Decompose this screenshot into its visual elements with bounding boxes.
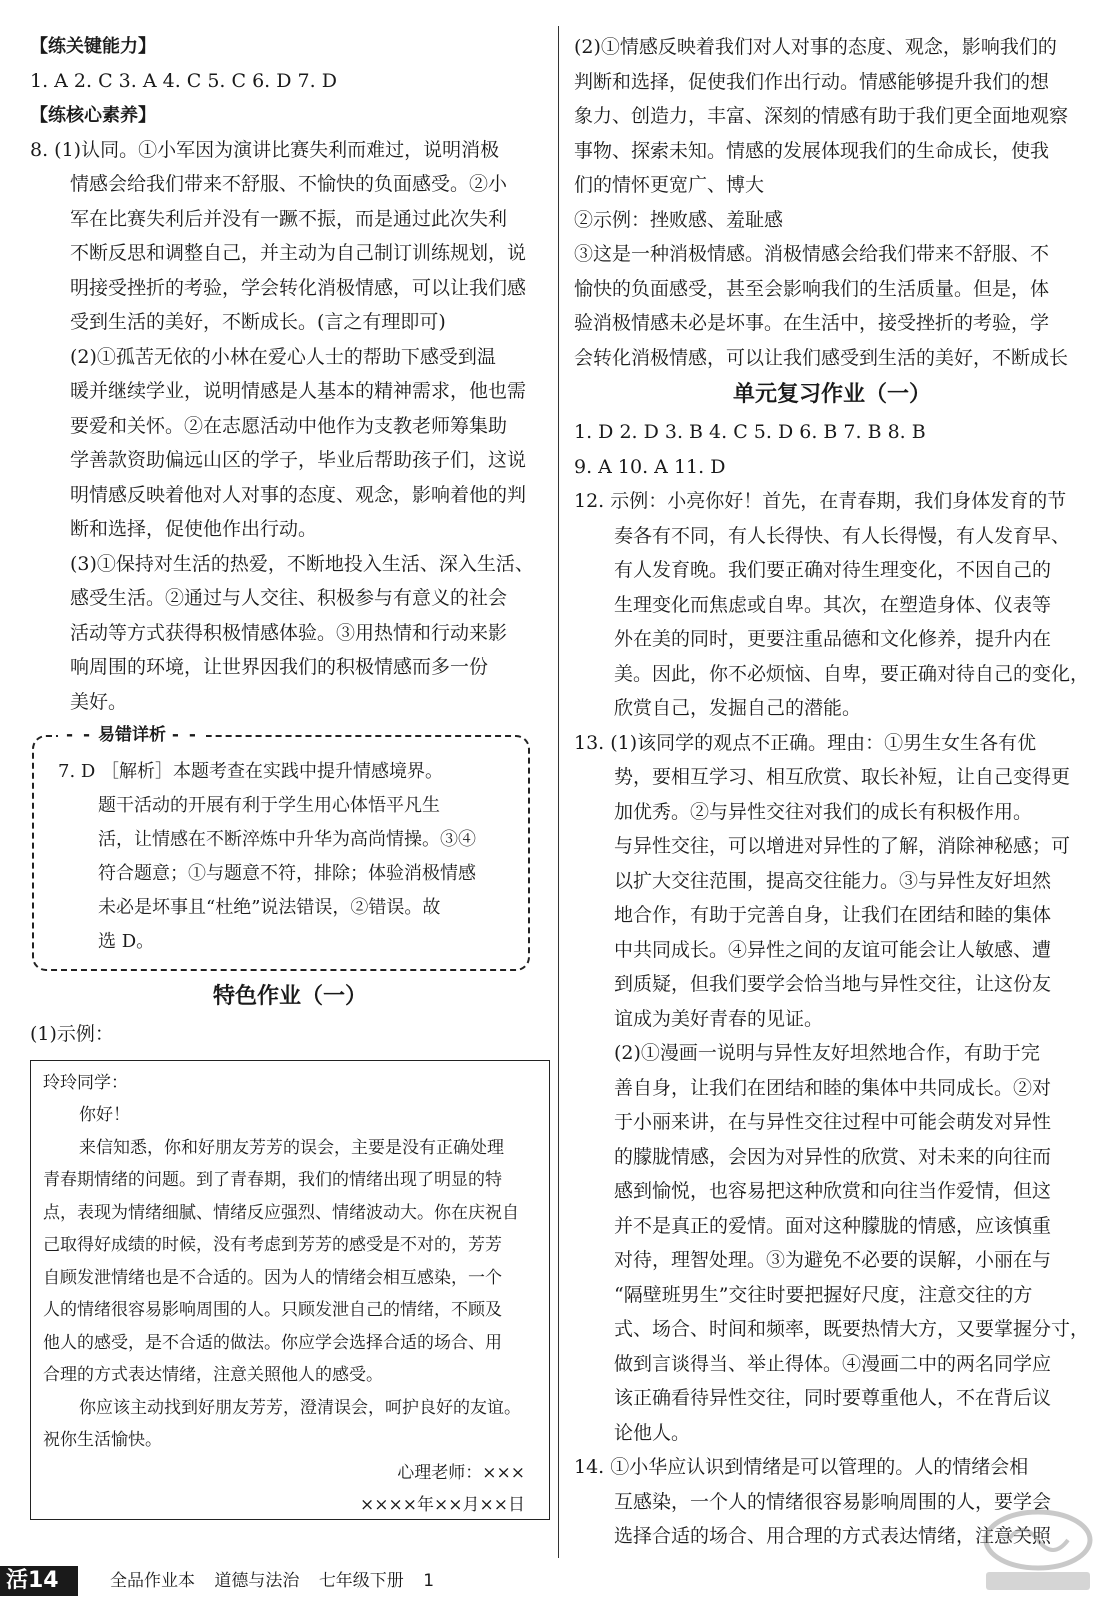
text-line: 做到言谈得当、举止得体。④漫画二中的两名同学应: [614, 1352, 1052, 1375]
text-line: 的朦胧情感，会因为对异性的欣赏、对未来的向往而: [614, 1145, 1052, 1168]
unit-answers-row-1: 1. D 2. D 3. B 4. C 5. D 6. B 7. B 8. B: [574, 421, 926, 443]
error-analysis-label: 易错详析: [97, 725, 166, 745]
page-footer: [0, 1562, 1116, 1600]
text-line: 14. ①小华应认识到情绪是可以管理的。人的情绪会相: [574, 1456, 1029, 1478]
text-line: 加优秀。②与异性交往对我们的成长有积极作用。: [614, 800, 1033, 823]
text-line: 学善款资助偏远山区的学子，毕业后帮助孩子们，这说: [70, 449, 527, 471]
book-info: [110, 1566, 448, 1596]
text-line: 选择合适的场合、用合理的方式表达情绪，注意关照: [614, 1525, 1052, 1547]
left-column: [30, 30, 550, 1520]
letter-greeting: 玲玲同学：: [43, 1072, 128, 1093]
text-line: 势，要相互学习、相互欣赏、取长补短，让自己变得更: [614, 766, 1071, 788]
text-line: 感到愉悦，也容易把这种欣赏和向往当作爱情，但这: [614, 1180, 1052, 1202]
right-column: [574, 30, 1090, 1554]
text-line: 青春期情绪的问题。到了青春期，我们的情绪出现了明显的特: [43, 1170, 502, 1190]
text-line: ③这是一种消极情感。消极情感会给我们带来不舒服、不: [574, 243, 1050, 265]
text-line: 题干活动的开展有利于学生用心体悟平凡生: [98, 795, 440, 816]
text-line: 到质疑，但我们要学会恰当地与异性交往，让这份友: [614, 973, 1052, 995]
text-line: 事物、探索未知。情感的发展体现我们的生命成长，使我: [574, 139, 1050, 162]
watermark-logo-icon: [968, 1500, 1108, 1596]
text-line: 并不是真正的爱情。面对这种朦胧的情感，应该慎重: [614, 1214, 1052, 1237]
unit-answers-row-2: 9. A 10. A 11. D: [574, 455, 726, 478]
text-line: 判断和选择，促使我们作出行动。情感能够提升我们的想: [574, 70, 1050, 93]
q8-answer: [30, 133, 550, 720]
text-line: 断和选择，促使他作出行动。: [70, 518, 318, 540]
text-line: 12. 示例：小亮你好！首先，在青春期，我们身体发育的节: [574, 490, 1067, 512]
error-analysis-title: [58, 723, 206, 747]
text-line: 自顾发泄情绪也是不合适的。因为人的情绪会相互感染，一个: [43, 1267, 502, 1288]
text-line: 地合作，有助于完善自身，让我们在团结和睦的集体: [614, 904, 1052, 926]
dash-decoration: - -: [171, 725, 198, 745]
text-line: 论他人。: [614, 1421, 691, 1444]
text-line: 以扩大交往范围，提高交往能力。③与异性友好坦然: [614, 869, 1052, 892]
text-line: 会转化消极情感，可以让我们感受到生活的美好，不断成长: [574, 346, 1069, 369]
q8-continued: [574, 30, 1090, 375]
text-line: “隔壁班男生”交往时要把握好尺度，注意交往的方: [614, 1283, 1033, 1306]
subject-name: 道德与法治: [214, 1571, 300, 1591]
letter-hello: 你好！: [79, 1105, 130, 1125]
text-line: 选 D。: [98, 931, 155, 952]
text-line: 情感会给我们带来不舒服、不愉快的负面感受。②小: [70, 173, 508, 195]
text-line: (2)①情感反映着我们对人对事的态度、观念，影响我们的: [574, 36, 1057, 58]
q12-answer: [574, 484, 1090, 726]
text-line: 受到生活的美好，不断成长。(言之有理即可): [70, 311, 446, 333]
text-line: 美。因此，你不必烦恼、自卑，要正确对待自己的变化，: [614, 662, 1090, 685]
section-head-core-literacy: 【练核心素养】: [30, 104, 156, 126]
text-line: 要爱和关怀。②在志愿活动中他作为支教老师筹集助: [70, 414, 508, 437]
text-line: 7. D ［解析］本题考查在实践中提升情感境界。: [58, 761, 444, 782]
page-number-badge: 活14: [0, 1566, 78, 1596]
text-line: 己取得好成绩的时候，没有考虑到芳芳的感受是不对的，芳芳: [43, 1235, 502, 1255]
text-line: 明情感反映着他对人对事的态度、观念，影响着他的判: [70, 483, 527, 506]
text-line: 活动等方式获得积极情感体验。③用热情和行动来影: [70, 621, 508, 644]
text-line: (2)①漫画一说明与异性友好坦然地合作，有助于完: [614, 1042, 1040, 1064]
text-line: 外在美的同时，更要注重品德和文化修养，提升内在: [614, 628, 1052, 650]
unit-review-title: 单元复习作业（一）: [732, 382, 931, 407]
letter-date: ××××年××月××日: [360, 1495, 525, 1515]
text-line: 式、场合、时间和频率，既要热情大方，又要掌握分寸，: [614, 1318, 1090, 1340]
column-divider: [558, 26, 559, 1558]
text-line: 中共同成长。④异性之间的友谊可能会让人敏感、遭: [614, 938, 1052, 961]
text-line: (3)①保持对生活的热爱，不断地投入生活、深入生活、: [70, 552, 534, 575]
grade-name: 七年级下册: [318, 1571, 404, 1591]
q13-answer: [574, 726, 1090, 1451]
text-line: 谊成为美好青春的见证。: [614, 1007, 824, 1030]
text-line: 感受生活。②通过与人交往、积极参与有意义的社会: [70, 587, 508, 609]
text-line: 你应该主动找到好朋友芳芳，澄清误会，呵护良好的友谊。: [79, 1397, 521, 1418]
text-line: 点，表现为情绪细腻、情绪反应强烈、情绪波动大。你在庆祝自: [43, 1202, 519, 1223]
special-homework-sub: (1)示例：: [30, 1023, 114, 1045]
text-line: 验消极情感未必是坏事。在生活中，接受挫折的考验，学: [574, 312, 1050, 334]
volume-number: 1: [423, 1571, 435, 1591]
text-line: 响周围的环境，让世界因我们的积极情感而多一份: [70, 656, 489, 678]
text-line: 生理变化而焦虑或自卑。其次，在塑造身体、仪表等: [614, 593, 1052, 616]
text-line: 符合题意；①与题意不符，排除；体验消极情感: [98, 863, 476, 884]
text-line: (2)①孤苦无依的小林在爱心人士的帮助下感受到温: [70, 345, 496, 368]
text-line: 奏各有不同，有人长得快、有人长得慢，有人发育早、: [614, 524, 1071, 547]
text-line: 互感染，一个人的情绪很容易影响周围的人，要学会: [614, 1490, 1052, 1513]
text-line: 们的情怀更宽广、博大: [574, 174, 765, 196]
text-line: 有人发育晚。我们要正确对待生理变化，不因自己的: [614, 559, 1052, 581]
text-line: 军在比赛失利后并没有一蹶不振，而是通过此次失利: [70, 207, 508, 230]
text-line: 活，让情感在不断淬炼中升华为高尚情操。③④: [98, 829, 476, 850]
text-line: 于小丽来讲，在与异性交往过程中可能会萌发对异性: [614, 1111, 1052, 1133]
dash-decoration: - -: [66, 725, 93, 745]
book-name: 全品作业本: [110, 1571, 195, 1591]
text-line: 人的情绪很容易影响周围的人。只顾发泄自己的情绪，不顾及: [43, 1300, 502, 1320]
text-line: 该正确看待异性交往，同时要尊重他人，不在背后议: [614, 1387, 1052, 1409]
answers-key-ability: 1. A 2. C 3. A 4. C 5. C 6. D 7. D: [30, 70, 337, 92]
text-line: 来信知悉，你和好朋友芳芳的误会，主要是没有正确处理: [79, 1137, 504, 1158]
text-line: 愉快的负面感受，甚至会影响我们的生活质量。但是，体: [574, 277, 1050, 300]
text-line: 与异性交往，可以增进对异性的了解，消除神秘感；可: [614, 835, 1071, 857]
text-line: 象力、创造力，丰富、深刻的情感有助于我们更全面地观察: [574, 105, 1069, 127]
text-line: 未必是坏事且“杜绝”说法错误，②错误。故: [98, 897, 441, 918]
text-line: 美好。: [70, 690, 128, 713]
sample-letter-box: [30, 1060, 550, 1520]
text-line: 不断反思和调整自己，并主动为自己制订训练规划，说: [70, 242, 527, 264]
text-line: 他人的感受，是不合适的做法。你应学会选择合适的场合、用: [43, 1332, 502, 1353]
text-line: 善自身，让我们在团结和睦的集体中共同成长。②对: [614, 1076, 1052, 1099]
text-line: 明接受挫折的考验，学会转化消极情感，可以让我们感: [70, 276, 527, 299]
text-line: 祝你生活愉快。: [43, 1430, 162, 1450]
text-line: 13. (1)该同学的观点不正确。理由：①男生女生各有优: [574, 731, 1037, 754]
text-line: 8. (1)认同。①小军因为演讲比赛失利而难过，说明消极: [30, 138, 500, 161]
special-homework-title: 特色作业（一）: [212, 984, 367, 1009]
text-line: 暖并继续学业，说明情感是人基本的精神需求，他也需: [70, 380, 527, 402]
error-analysis-box: [32, 725, 530, 971]
text-line: 合理的方式表达情绪，注意关照他人的感受。: [43, 1365, 383, 1385]
text-line: ②示例：挫败感、羞耻感: [574, 208, 784, 231]
letter-signature: 心理老师：×××: [397, 1462, 525, 1483]
text-line: 对待，理智处理。③为避免不必要的误解，小丽在与: [614, 1249, 1052, 1271]
section-head-key-ability: 【练关键能力】: [30, 36, 156, 57]
text-line: 欣赏自己，发掘自己的潜能。: [614, 697, 862, 719]
